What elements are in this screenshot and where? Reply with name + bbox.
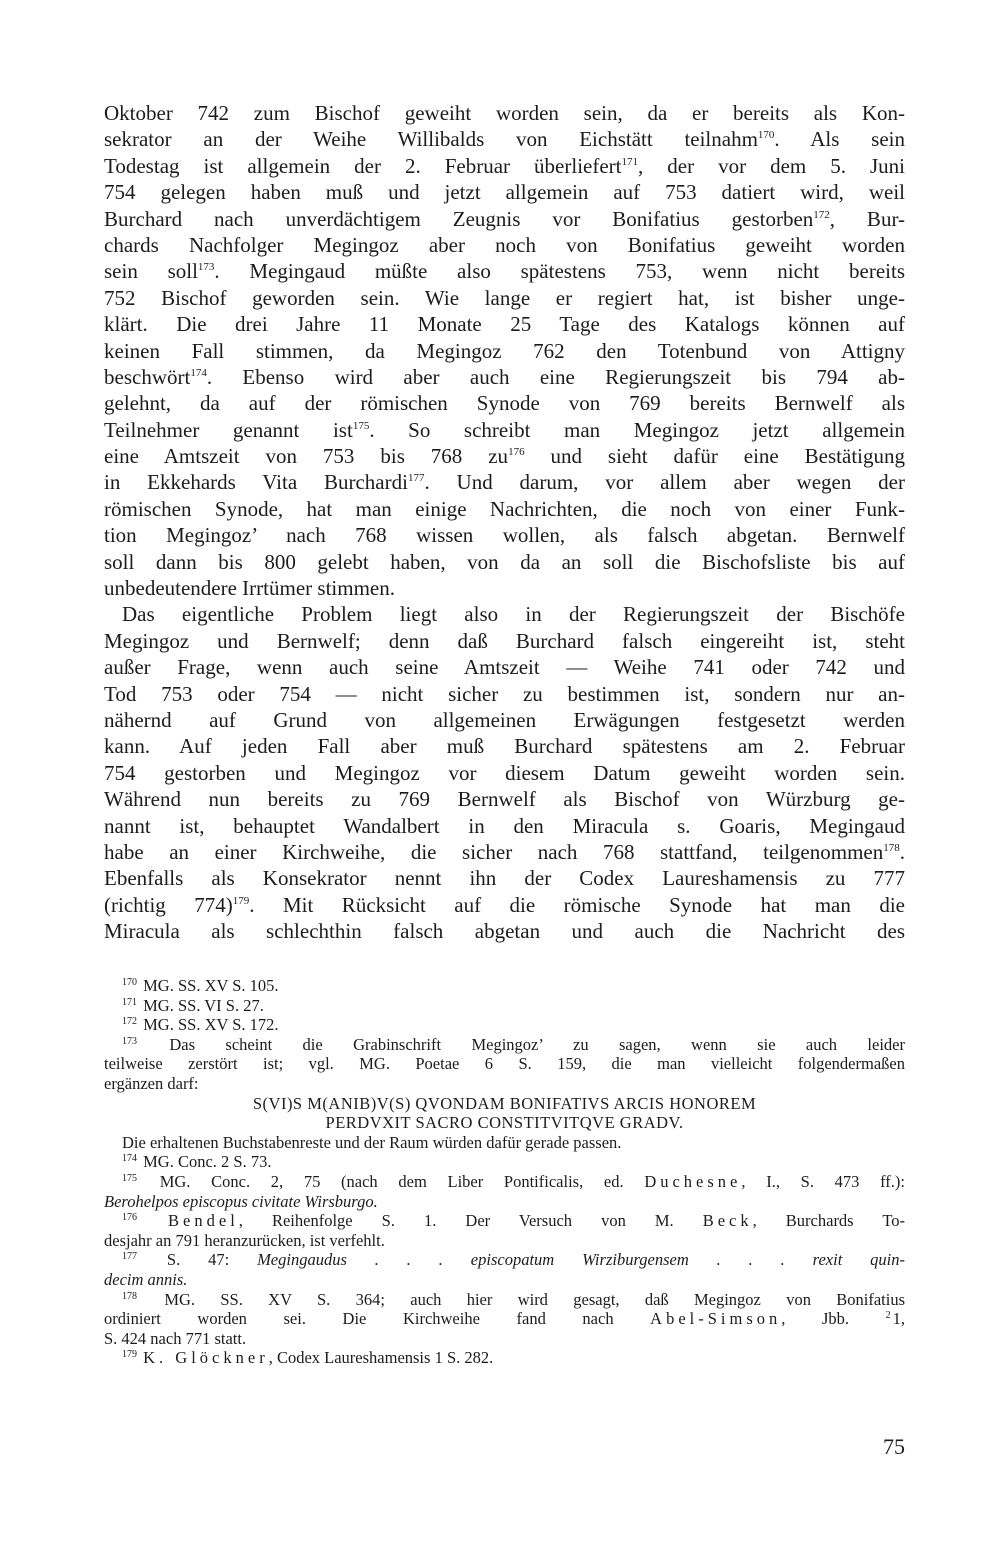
- page-number: 75: [883, 1434, 905, 1459]
- footnote-ref: 171: [621, 155, 638, 168]
- text-line: Burchard nach unverdächtigem Zeugnis vor Bonifatius gestorben$^{172}$, Bur-: [104, 206, 906, 231]
- text-line: gelehnt, da auf der römischen Synode von 769 bereits Bernwelf als: [104, 391, 905, 416]
- text-line: in Ekkehards Vita Burchardi$^{177}$. Und darum, vor allem aber wegen der: [104, 470, 905, 495]
- text-line: sein soll$^{173}$. Megingaud müßte also spätestens 753, wenn nicht bereits: [104, 259, 905, 284]
- text-line: Während nun bereits zu 769 Bernwelf als Bischof von Würzburg ge-: [104, 787, 905, 812]
- text-line: Oktober 742 zum Bischof geweiht worden sein, da er bereits als Kon-: [104, 101, 905, 125]
- text-line: Teilnehmer genannt ist$^{175}$. So schreibt man Megingoz jetzt allgemein: [104, 417, 906, 442]
- text-line: sekrator an der Weihe Willibalds von Eichstätt teilnahm$^{170}$. Als sein: [104, 127, 905, 152]
- text-line: Todestag ist allgemein der 2. Februar überliefert$^{171}$, der vor dem 5. Juni: [104, 153, 905, 178]
- text-line: Megingoz und Bernwelf; denn daß Burchard falsch eingereiht ist, steht: [104, 628, 905, 653]
- footnote-177: $^{177}$ S. 47: Megingaudus . . . episcopatum Wirziburgensem . . . rexit quin- decim annis.: [104, 1250, 905, 1289]
- footnote-173: $^{173}$ Das scheint die Grabinschrift Megingoz’ zu sagen, wenn sie auch leider teilweise zerstört ist; vgl. MG. Poetae 6 S. 159, die man vielleicht folgendermaßen ergänzen darf: S(VI)S M(ANIB)V(S) QVONDAM BONIFATIVS ARCIS HONOREM PERDVXIT SACRO CONSTITVITQVE GRADV. Die erhaltenen Buchstabenreste und der Raum würden dafür gerade passen.: [104, 1034, 905, 1152]
- footnote-175: $^{175}$ MG. Conc. 2, 75 (nach dem Liber Pontificalis, ed. Duchesne, I., S. 473 ff.): Berohelpos episcopus civitate Wirsburgo.: [104, 1171, 905, 1211]
- footnote-179: $^{179}$ K. Glöckner, Codex Laureshamensis 1 S. 282.: [122, 1348, 494, 1368]
- text-line: nannt ist, behauptet Wandalbert in den Miracula s. Goaris, Megingaud: [104, 813, 905, 838]
- footnote-ref: 178: [883, 841, 900, 854]
- text-line: chards Nachfolger Megingoz aber noch von Bonifatius geweiht worden: [104, 232, 905, 257]
- epitaph-line-1: S(VI)S M(ANIB)V(S) QVONDAM BONIFATIVS ARCIS HONOREM: [252, 1093, 757, 1113]
- text-line: eine Amtszeit von 753 bis 768 $zu^{176}$ und sieht dafür eine Bestätigung: [104, 444, 905, 469]
- footnote-ref: 170: [757, 129, 775, 142]
- text-line: soll dann bis 800 gelebt haben, von da an soll die Bischofsliste bis auf: [104, 549, 905, 574]
- footnote-ref: 173: [197, 261, 215, 274]
- text-line: nähernd auf Grund von allgemeinen Erwägungen festgesetzt werden: [104, 707, 905, 732]
- text-line: Das eigentliche Problem liegt also in der Regierungszeit der Bischöfe: [122, 602, 905, 627]
- text-line: 754 gestorben und Megingoz vor diesem Datum geweiht worden sein.: [104, 760, 905, 785]
- text-line: klärt. Die drei Jahre 11 Monate 25 Tage des Katalogs können auf: [104, 312, 905, 337]
- text-line: keinen Fall stimmen, da Megingoz 762 den Totenbund von Attigny: [104, 338, 905, 363]
- footnote-170: $^{170}$ MG. SS. XV S. 105.: [122, 976, 279, 995]
- footnote-178: $^{178}$ MG. SS. XV S. 364; auch hier wird gesagt, daß Megingoz von Bonifatius ordiniert worden sei. Die Kirchweihe fand nach Abel-Simson, Jbb. $^2$ 1, S. 424 nach 771 statt.: [104, 1289, 906, 1348]
- text-line: Tod 753 oder 754 — nicht sicher zu bestimmen ist, sondern nur an-: [104, 681, 905, 706]
- text-line: 754 gelegen haben muß und jetzt allgemein auf 753 datiert wird, weil: [104, 180, 905, 205]
- footnote-ref: 179: [232, 894, 250, 907]
- text-line: römischen Synode, hat man einige Nachrichten, die noch von einer Funk-: [104, 496, 905, 521]
- footnote-ref: 177: [407, 472, 425, 485]
- text-line: tion Megingoz’ nach 768 wissen wollen, als falsch abgetan. Bernwelf: [104, 523, 905, 548]
- text-line: außer Frage, wenn auch seine Amtszeit — Weihe 741 oder 742 und: [104, 655, 905, 680]
- footnote-ref: 174: [190, 366, 207, 379]
- text-line: Ebenfalls als Konsekrator nennt ihn der Codex Laureshamensis zu 777: [104, 866, 905, 891]
- footnote-174: $^{174}$ MG. Conc. 2 S. 73.: [122, 1152, 272, 1172]
- text-line: 752 Bischof geworden sein. Wie lange er regiert hat, ist bisher unge-: [104, 285, 905, 310]
- text-line: kann. Auf jeden Fall aber muß Burchard spätestens am 2. Februar: [104, 734, 905, 759]
- epitaph-line-2: PERDVXIT SACRO CONSTITVITQVE GRADV.: [325, 1113, 684, 1133]
- text-line: unbedeutendere Irrtümer stimmen.: [104, 576, 395, 601]
- footnote-ref: 176: [508, 446, 525, 459]
- footnote-ref: 175: [352, 419, 370, 432]
- footnote-171: $^{171}$ MG. SS. VI S. 27.: [122, 995, 264, 1015]
- footnote-172: $^{172}$ MG. SS. XV S. 172.: [122, 1015, 279, 1035]
- text-line: beschwört$^{174}$. Ebenso wird aber auch eine Regierungszeit bis 794 ab-: [104, 364, 905, 389]
- footnote-176: $^{176}$ Bendel, Reihenfolge S. 1. Der Versuch von M. Beck, Burchards To- desjahr an 791 heranzurücken, ist verfehlt.: [104, 1211, 906, 1250]
- main-text: [104, 100, 905, 945]
- text-line: habe an einer Kirchweihe, die sicher nach 768 stattfand, teilgenommen$^{178}$.: [104, 839, 905, 864]
- text-line: Miracula als schlechthin falsch abgetan und auch die Nachricht des: [104, 919, 905, 944]
- footnotes: [104, 976, 905, 1368]
- footnote-ref: 172: [813, 208, 830, 221]
- text-line: (richtig 774)$^{179}$. Mit Rücksicht auf die römische Synode hat man die: [104, 892, 905, 917]
